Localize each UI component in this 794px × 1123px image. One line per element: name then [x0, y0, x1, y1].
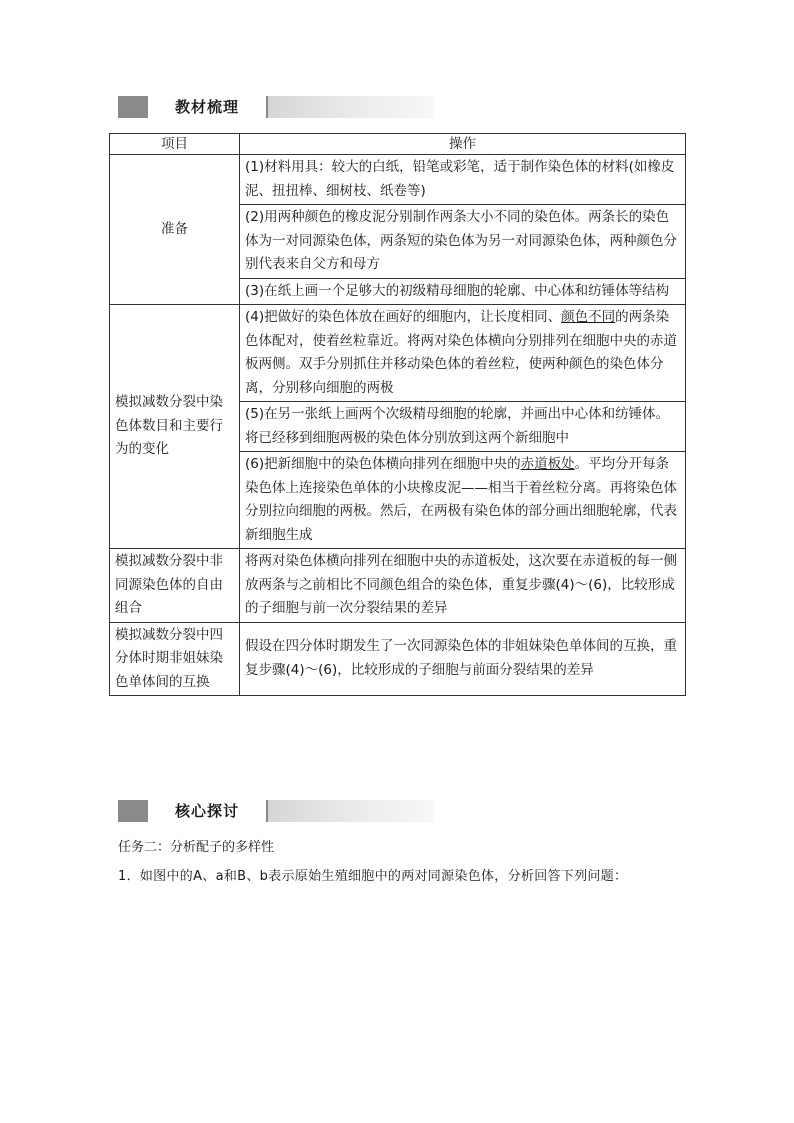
question-text: 1．如图中的A、a和B、b表示原始生殖细胞中的两对同源染色体，分析回答下列问题：: [118, 869, 628, 884]
underlined-term: 赤道板处: [520, 456, 575, 472]
operation-text: (6)把新细胞中的染色体横向排列在细胞中央的: [245, 456, 521, 472]
operation-cell: 假设在四分体时期发生了一次同源染色体的非姐妹染色单体间的互换，重复步骤(4)～(6)，比较形成的子细胞与前面分裂结果的差异: [240, 622, 686, 696]
section-header-core: [118, 800, 434, 822]
underlined-term: 颜色不同: [561, 309, 616, 325]
header-operation: 操作: [240, 134, 686, 155]
operation-text: 的两条染色体配对，使着丝粒靠近。将两对染色体横向分别排列在细胞中央的赤道板两侧。双手分别抓住并移动染色体的着丝粒，使两种颜色的染色体分离，分别移向细胞的两极: [245, 309, 677, 396]
operation-text: 。平均分开每条染色体上连接染色单体的小块橡皮泥——相当于着丝粒分离。再将染色体分别拉向细胞的两极。然后，在两极有染色体的部分画出细胞轮廓，代表新细胞生成: [245, 456, 677, 543]
table-row: [110, 155, 686, 205]
section-header-textbook: [118, 96, 434, 118]
operation-cell: (2)用两种颜色的橡皮泥分别制作两条大小不同的染色体。两条长的染色体为一对同源染色体，两条短的染色体为另一对同源染色体，两种颜色分别代表来自父方和母方: [240, 205, 686, 279]
row-label-simulate: 模拟减数分裂中染色体数目和主要行为的变化: [110, 305, 240, 549]
table-row: [110, 549, 686, 623]
operation-cell: [240, 305, 686, 402]
section-title: 核心探讨: [148, 800, 268, 822]
operation-cell: (3)在纸上画一个足够大的初级精母细胞的轮廓、中心体和纺锤体等结构: [240, 278, 686, 305]
header-item: 项目: [110, 134, 240, 155]
header-decoration-block: [118, 96, 148, 118]
table-header-row: [110, 134, 686, 155]
operation-cell: 将两对染色体横向排列在细胞中央的赤道板处，这次要在赤道板的每一侧放两条与之前相比不同颜色组合的染色体，重复步骤(4)～(6)，比较形成的子细胞与前一次分裂结果的差异: [240, 549, 686, 623]
operation-cell: (5)在另一张纸上画两个次级精母细胞的轮廓，并画出中心体和纺锤体。将已经移到细胞两极的染色体分别放到这两个新细胞中: [240, 402, 686, 452]
operation-cell: (1)材料用具：较大的白纸，铅笔或彩笔，适于制作染色体的材料(如橡皮泥、扭扭棒、细树枝、纸卷等): [240, 155, 686, 205]
table-row: [110, 305, 686, 402]
experiment-table: [109, 133, 686, 696]
header-decoration-block: [118, 800, 148, 822]
row-label-prep: 准备: [110, 155, 240, 305]
table-row: [110, 622, 686, 696]
operation-text: (4)把做好的染色体放在画好的细胞内，让长度相同、: [245, 309, 562, 325]
row-label-free-combination: 模拟减数分裂中非同源染色体的自由组合: [110, 549, 240, 623]
task-heading: 任务二：分析配子的多样性: [118, 840, 275, 855]
row-label-exchange: 模拟减数分裂中四分体时期非姐妹染色单体间的互换: [110, 622, 240, 696]
operation-cell: [240, 452, 686, 549]
section-title: 教材梳理: [148, 96, 268, 118]
